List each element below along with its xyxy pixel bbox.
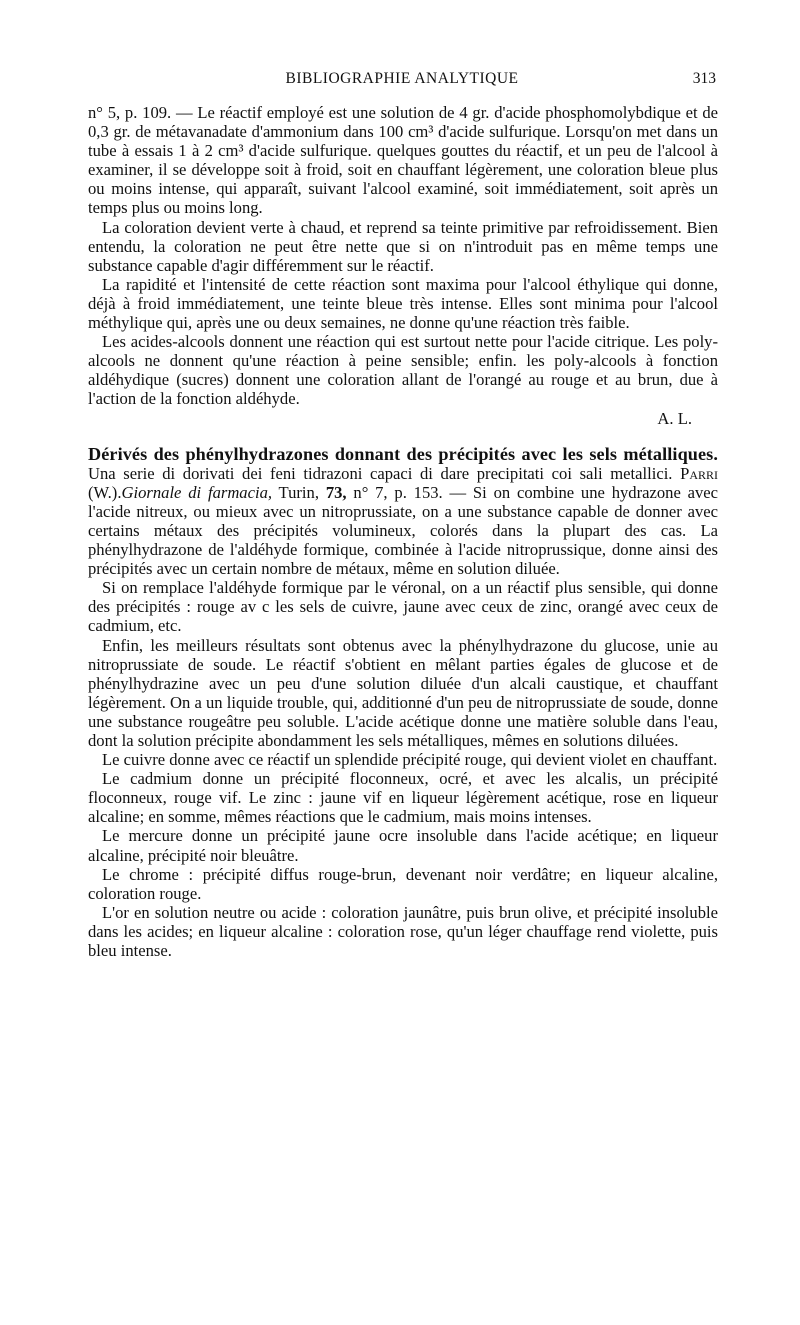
paragraph-hydrazone-text: n° 7, p. 153. — Si on combine une hydrazone avec l'acide nitreux, ou mieux avec un nitroprussiate, on a une substance capable de donner avec certains métaux des précipités volumineux, colorés dans la plupart des cas. La phénylhydrazone de l'aldéhyde formique, combinée à l'acide nitroprussique, donne ainsi des précipités avec un certain nombre de métaux, même en solution diluée.	[88, 482, 719, 579]
paragraph-mercure: Le mercure donne un précipité jaune ocre insoluble dans l'acide acétique; en liqueur alcaline, précipité noir bleuâtre.	[88, 826, 718, 865]
paragraph-cuivre: Le cuivre donne avec ce réactif un splendide précipité rouge, qui devient violet en chauffant.	[102, 750, 718, 770]
citation-journal: Giornale di farmacia,	[121, 482, 273, 502]
citation-initial: (W.).	[88, 482, 122, 502]
paragraph-reactif: n° 5, p. 109. — Le réactif employé est une solution de 4 gr. d'acide phosphomolybdique et de 0,3 gr. de métavanadate d'ammonium dans 100 cm³ d'acide sulfurique. Lorsqu'on met dans un tube à essais 1 à 2 cm³ d'acide sulfurique. quelques gouttes du réactif, et un peu de l'alcool à examiner, il se développe soit à froid, soit en chauffant légèrement, une coloration bleue plus ou moins intense, qui apparaît, suivant l'alcool examiné, soit immédiatement, soit après un temps plus ou moins long.	[88, 103, 718, 218]
page-header	[88, 70, 716, 92]
author-signature: A. L.	[657, 408, 692, 428]
article-body	[88, 103, 718, 960]
paragraph-rapidite: La rapidité et l'intensité de cette réaction sont maxima pour l'alcool éthylique qui donne, déjà à froid immédiatement, une teinte bleue très intense. Elles sont minima pour l'alcool méthylique qui, après une ou deux semaines, ne donne qu'une réaction très faible.	[88, 274, 718, 333]
paragraph-phenylhydrazones	[88, 445, 718, 579]
section-heading: Dérivés des phénylhydrazones donnant des précipités avec les sels métalliques.	[88, 443, 718, 464]
paragraph-cadmium: Le cadmium donne un précipité floconneux, ocré, et avec les alcalis, un précipité floconneux, rouge vif. Le zinc : jaune vif en liqueur légèrement acétique, rose en liqueur alcaline; en somme, mêmes réactions que le cadmium, mais moins intenses.	[88, 769, 718, 827]
paragraph-coloration: La coloration devient verte à chaud, et reprend sa teinte primitive par refroidissement. Bien entendu, la coloration ne peut être nette que si on n'introduit pas en même temps une substance capable d'agir différemment sur le réactif.	[88, 217, 718, 275]
paragraph-chrome: Le chrome : précipité diffus rouge-brun, devenant noir verdâtre; en liqueur alcaline, coloration rouge.	[88, 864, 718, 903]
paragraph-veronal: Si on remplace l'aldéhyde formique par le véronal, on a un réactif plus sensible, qui donne des précipités : rouge av c les sels de cuivre, jaune avec ceux de zinc, orangé avec ceux de cadmium, etc.	[88, 578, 718, 636]
running-title: BIBLIOGRAPHIE ANALYTIQUE	[285, 70, 519, 87]
paragraph-or: L'or en solution neutre ou acide : coloration jaunâtre, puis brun olive, et précipité insoluble dans les acides; en liqueur alcaline : coloration rose, qu'un léger chauffage rend violette, puis bleu intense.	[88, 902, 718, 961]
citation-author: Parri	[680, 463, 718, 483]
paragraph-acides-alcools: Les acides-alcools donnent une réaction qui est surtout nette pour l'acide citrique. Les poly-alcools ne donnent qu'une réaction à peine sensible; enfin. les poly-alcools à fonction aldéhydique (sucres) donnent une coloration allant de l'orangé au rouge et au brun, due à l'action de la fonction aldéhyde.	[88, 332, 718, 409]
citation-place: Turin,	[278, 482, 319, 502]
citation-volume: 73,	[325, 482, 347, 502]
page-number: 313	[692, 70, 716, 87]
italian-title: Una serie di dorivati dei feni tidrazoni capaci di dare precipitati coi sali metallici.	[88, 463, 673, 483]
paragraph-glucose: Enfin, les meilleurs résultats sont obtenus avec la phénylhydrazone du glucose, unie au nitroprussiate de soude. Le réactif s'obtient en mêlant parties égales de glucose et de phénylhydrazine avec un peu d'une solution diluée d'un alcali caustique, et chauffant légèrement. On a un liquide trouble, qui, additionné d'un peu de nitroprussiate de soude, donne une substance rougeâtre peu soluble. L'acide acétique donne une matière soluble dans l'eau, dont la solution précipite abondamment les sels métalliques, mêmes en solutions diluées.	[88, 635, 718, 750]
